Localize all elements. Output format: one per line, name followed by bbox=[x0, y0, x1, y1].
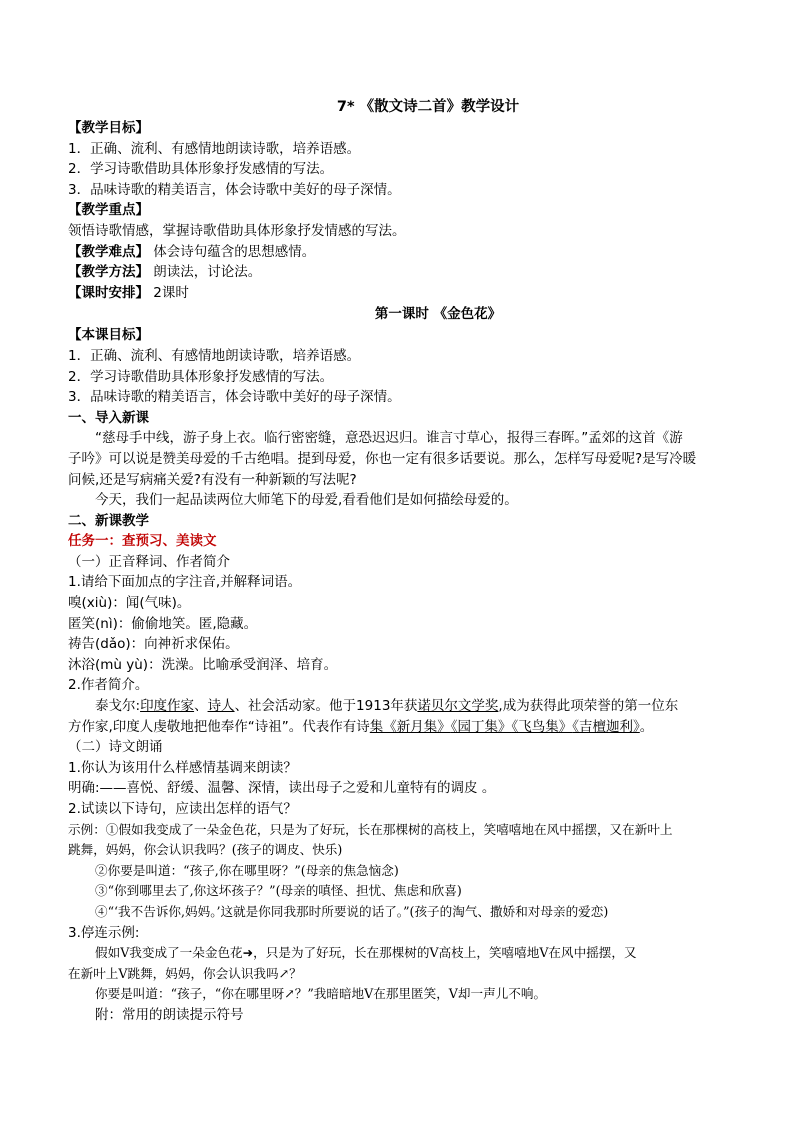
work-title: 《飞鸟集》 bbox=[511, 718, 573, 735]
difficulty-row bbox=[68, 242, 728, 263]
page-title: 7* 《散文诗二首》教学设计 bbox=[336, 99, 520, 115]
question: 2.试读以下诗句，应读出怎样的语气？ bbox=[68, 801, 297, 817]
section-heading: （一）正音释词、作者简介 bbox=[68, 553, 230, 570]
method-row bbox=[68, 262, 728, 283]
word-entry: 匿笑(nì)：偷偷地笑。匿,隐藏。 bbox=[68, 615, 258, 632]
example-line: ④“‘我不告诉你,妈妈。’这就是你同我那时所要说的话了。”(孩子的淘气、撒娇和对母亲的爱恋) bbox=[95, 903, 609, 919]
method-label: 【教学方法】 bbox=[68, 264, 149, 281]
appendix-note: 附：常用的朗读提示符号 bbox=[95, 1006, 244, 1023]
pause-example-line: 假如Ⅴ我变成了一朵金色花➜，只是为了好玩，长在那棵树的Ⅴ高枝上，笑嘻嘻地Ⅴ在风中摇摆，又 bbox=[95, 945, 637, 961]
lesson-goal-item: 1．正确、流利、有感情地朗读诗歌，培养语感。 bbox=[68, 347, 361, 364]
work-title: 《吉檀迦利》 bbox=[572, 718, 640, 735]
lesson-goal-item: 2．学习诗歌借助具体形象抒发感情的写法。 bbox=[68, 368, 334, 385]
document-page bbox=[68, 96, 728, 1026]
task1-heading: 任务一：查预习、美读文 bbox=[68, 533, 217, 550]
objective-item: 3．品味诗歌的精美语言，体会诗歌中美好的母子深情。 bbox=[68, 181, 401, 198]
lesson-goal-heading: 【本课目标】 bbox=[68, 327, 149, 344]
intro-paragraph: 子吟》可以说是赞美母爱的千古绝唱。提到母爱，你也一定有很多话要说。那么，怎样写母爱呢?是写冷暖 bbox=[68, 450, 697, 467]
objectives-heading: 【教学目标】 bbox=[68, 120, 149, 136]
author-works bbox=[68, 717, 728, 738]
author-intro-text: 方作家,印度人虔敬地把他奉作“诗祖”。代表作有诗 bbox=[68, 718, 370, 735]
question: 1.请给下面加点的字注音,并解释词语。 bbox=[68, 574, 302, 591]
example-line: 示例：①假如我变成了一朵金色花，只是为了好玩，长在那棵树的高枝上，笑嘻嘻地在风中摇摆，又在新叶上 bbox=[68, 821, 673, 837]
schedule-label: 【课时安排】 bbox=[68, 284, 149, 301]
example-line: ②你要是叫道：“孩子,你在哪里呀？”(母亲的焦急恼念) bbox=[95, 862, 399, 878]
author-intro-text: ,成为获得此项荣誉的第一位东 bbox=[498, 698, 679, 715]
author-award: 诺贝尔文学奖 bbox=[417, 698, 499, 715]
method-text: 朗读法，讨论法。 bbox=[149, 264, 262, 281]
author-intro-text: 。 bbox=[639, 718, 654, 735]
new-lesson-heading: 二、新课教学 bbox=[68, 512, 149, 529]
schedule-text: 2课时 bbox=[149, 284, 189, 301]
key-point-heading: 【教学重点】 bbox=[68, 202, 149, 219]
question: 1.你认为该用什么样感情基调来朗读？ bbox=[68, 759, 297, 776]
author-intro-text: 、 bbox=[194, 698, 208, 715]
difficulty-label: 【教学难点】 bbox=[68, 243, 149, 260]
schedule-row bbox=[68, 283, 728, 304]
word-entry: 沐浴(mù yù)：洗澡。比喻承受润泽、培育。 bbox=[68, 656, 338, 673]
example-line: ③“你到哪里去了,你这坏孩子？”(母亲的嗔怪、担忧、焦虑和欣喜) bbox=[95, 883, 462, 899]
answer: 明确:——喜悦、舒缓、温馨、深情，读出母子之爱和儿童特有的调皮 。 bbox=[68, 780, 496, 797]
word-entry: 嗅(xiù)：闻(气味)。 bbox=[68, 595, 191, 612]
question: 2.作者简介。 bbox=[68, 677, 149, 694]
work-title: 集《新月集》 bbox=[369, 718, 451, 735]
intro-heading: 一、导入新课 bbox=[68, 409, 149, 426]
author-nationality: 印度作家 bbox=[140, 698, 195, 715]
author-intro-text: 、社会活动家。他于1913年获 bbox=[234, 698, 418, 715]
section-heading: （二）诗文朗诵 bbox=[68, 739, 163, 756]
objective-item: 2．学习诗歌借助具体形象抒发感情的写法。 bbox=[68, 161, 334, 178]
author-role: 诗人 bbox=[207, 698, 235, 715]
author-intro bbox=[68, 696, 728, 717]
example-line: 跳舞，妈妈，你会认识我吗？(孩子的调皮、快乐) bbox=[68, 842, 343, 858]
lesson-goal-item: 3．品味诗歌的精美语言，体会诗歌中美好的母子深情。 bbox=[68, 389, 401, 406]
objective-item: 1．正确、流利、有感情地朗读诗歌，培养语感。 bbox=[68, 140, 361, 157]
author-intro-text: 泰戈尔: bbox=[95, 698, 141, 715]
lesson-title: 第一课时 《金色花》 bbox=[374, 306, 502, 323]
work-title: 《园丁集》 bbox=[450, 718, 512, 735]
intro-paragraph: 今天，我们一起品读两位大师笔下的母爱,看看他们是如何描绘母爱的。 bbox=[95, 492, 518, 509]
question: 3.停连示例: bbox=[68, 924, 140, 941]
pause-example-line: 你要是叫道：“孩子，“你在哪里呀↗？”我暗暗地Ⅴ在那里匿笑，Ⅴ却一声儿不响。 bbox=[95, 986, 547, 1002]
intro-paragraph: “慈母手中线，游子身上衣。临行密密缝，意恐迟迟归。谁言寸草心，报得三春晖。”孟郊的这首《游 bbox=[95, 430, 683, 447]
pause-example-line: 在新叶上Ⅴ跳舞，妈妈，你会认识我吗↗？ bbox=[68, 965, 302, 981]
key-point-text: 领悟诗歌情感，掌握诗歌借助具体形象抒发情感的写法。 bbox=[68, 222, 406, 239]
intro-paragraph: 问候,还是写病痛关爱?有没有一种新颖的写法呢? bbox=[68, 471, 357, 488]
word-entry: 祷告(dǎo)：向神祈求保佑。 bbox=[68, 636, 239, 653]
difficulty-text: 体会诗句蕴含的思想感情。 bbox=[149, 243, 316, 260]
